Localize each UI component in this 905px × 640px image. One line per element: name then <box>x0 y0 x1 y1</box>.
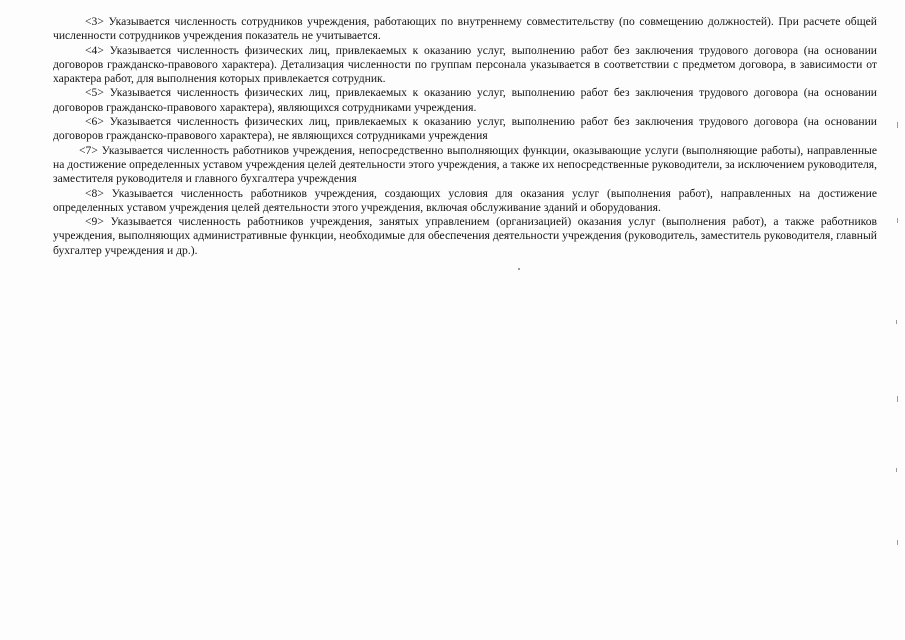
footnote-6: <6> Указывается численность физических лиц, привлекаемых к оказанию услуг, выполнению работ без заключения трудового договора (на основании договоров гражданско-правового характера), не являющихся сотрудниками учреждения <box>53 115 877 143</box>
scan-speck <box>897 122 898 128</box>
scan-speck <box>518 268 520 270</box>
scan-speck <box>897 396 898 402</box>
footnotes-block <box>53 15 877 258</box>
footnote-7: <7> Указывается численность работников учреждения, непосредственно выполняющих функции, оказывающие услуги (выполняющие работы), направленные на достижение определенных уставом учреждения целей деятельности этого учреждения, а также их непосредственные руководители, за исключением руководителя, заместителя руководителя и главного бухгалтера учреждения <box>53 143 877 186</box>
scan-speck <box>897 540 898 545</box>
footnote-4: <4> Указывается численность физических лиц, привлекаемых к оказанию услуг, выполнению работ без заключения трудового договора (на основании договоров гражданско-правового характера). Детализация численности по группам персонала указывается в соответствии с предметом договора, в зависимости от характера работ, для выполнения которых привлекается сотрудник. <box>53 43 877 86</box>
footnote-3: <3> Указывается численность сотрудников учреждения, работающих по внутреннему совместительству (по совмещению должностей). При расчете общей численности сотрудников учреждения показатель не учитывается. <box>53 15 877 43</box>
footnote-5: <5> Указывается численность физических лиц, привлекаемых к оказанию услуг, выполнению работ без заключения трудового договора (на основании договоров гражданско-правового характера), являющихся сотрудниками учреждения. <box>53 86 877 114</box>
footnote-9: <9> Указывается численность работников учреждения, занятых управлением (организацией) оказания услуг (выполнения работ), а также работников учреждения, выполняющих административные функции, необходимые для обеспечения деятельности учреждения (руководитель, заместитель руководителя, главный бухгалтер учреждения и др.). <box>53 215 877 257</box>
footnote-8: <8> Указывается численность работников учреждения, создающих условия для оказания услуг (выполнения работ), направленных на достижение определенных уставом учреждения целей деятельности этого учреждения, включая обслуживание зданий и оборудования. <box>53 186 877 214</box>
scan-speck <box>896 320 897 324</box>
scan-speck <box>896 468 897 472</box>
scan-speck <box>897 218 898 223</box>
